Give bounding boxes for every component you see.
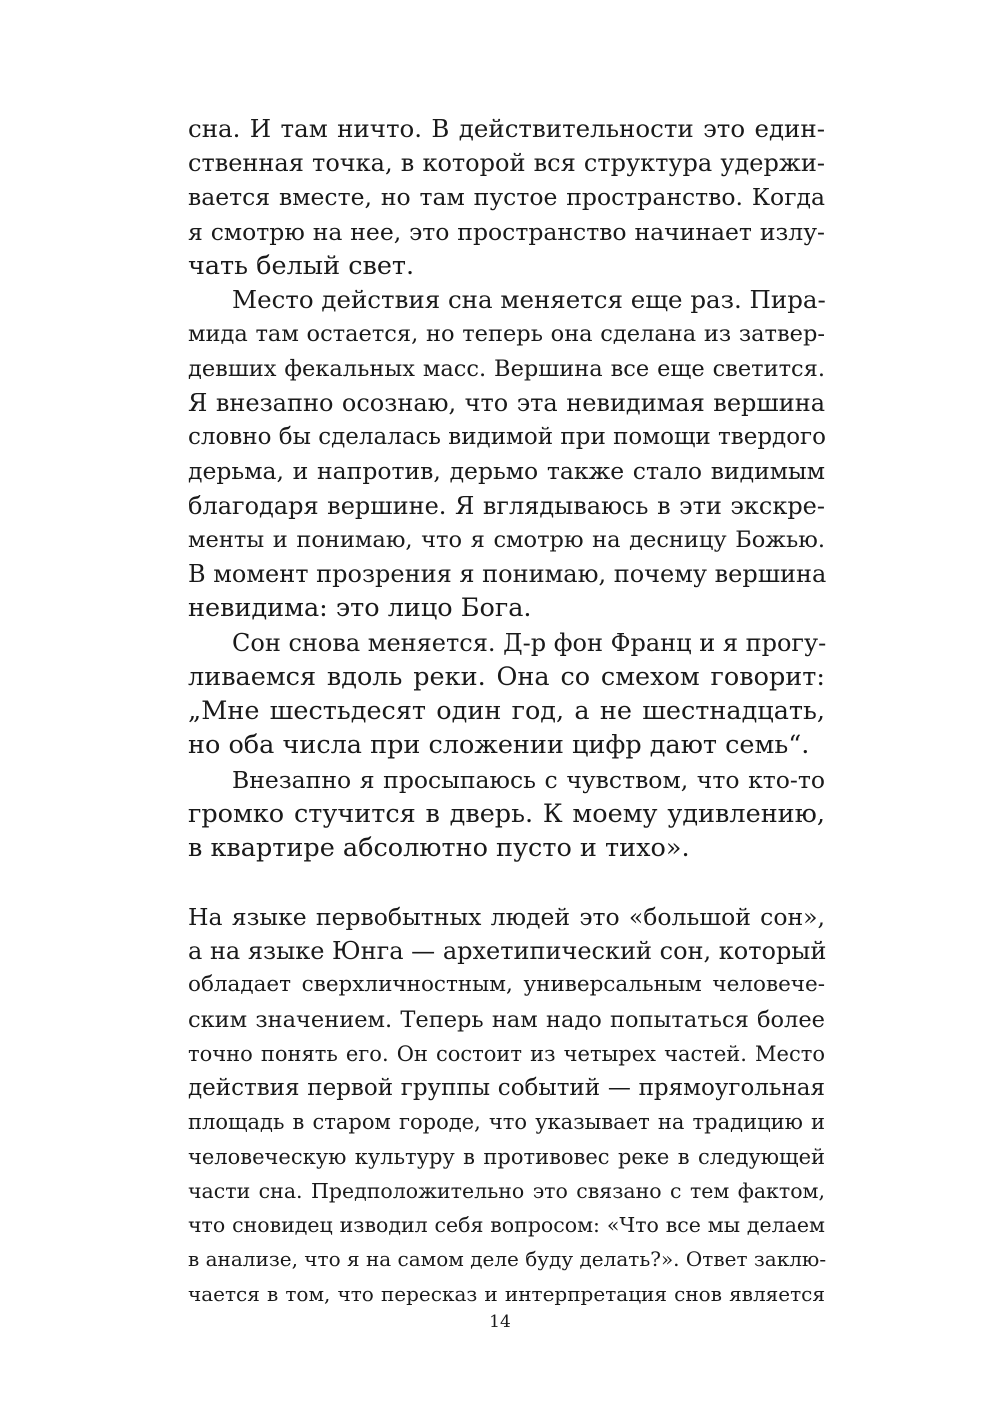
text-line: в анализе, что я на самом деле буду делать?». Ответ заклю- bbox=[188, 1247, 827, 1271]
text-line: громко стучится в дверь. К моему удивлению, bbox=[188, 799, 825, 829]
text-line: дерьма, и напротив, дерьмо также стало видимым bbox=[188, 457, 825, 485]
text-line: девших фекальных масс. Вершина все еще светится. bbox=[188, 356, 825, 382]
text-line: Место действия сна меняется еще раз. Пира- bbox=[232, 285, 826, 314]
text-line: Сон снова меняется. Д-р фон Франц и я прогу- bbox=[232, 629, 827, 657]
text-line: словно бы сделалась видимой при помощи твердого bbox=[188, 424, 826, 450]
text-line: я смотрю на нее, это пространство начинает излу- bbox=[188, 218, 825, 246]
text-line: части сна. Предположительно это связано с тем фактом, bbox=[188, 1179, 825, 1203]
text-line: в квартире абсолютно пусто и тихо». bbox=[188, 833, 690, 863]
text-line: „Мне шестьдесят один год, а не шестнадцать, bbox=[188, 696, 825, 726]
text-line: ливаемся вдоль реки. Она со смехом говорит: bbox=[188, 662, 825, 692]
text-line: но оба числа при сложении цифр дают семь“. bbox=[188, 730, 810, 760]
text-line: В момент прозрения я понимаю, почему вершина bbox=[188, 560, 827, 588]
page-number: 14 bbox=[489, 1312, 511, 1332]
text-line: действия первой группы событий — прямоугольная bbox=[188, 1075, 825, 1101]
text-line: невидима: это лицо Бога. bbox=[188, 593, 532, 623]
text-line: ственная точка, в которой вся структура удержи- bbox=[188, 149, 825, 177]
text-line: обладает сверхличностным, универсальным человече- bbox=[188, 972, 825, 997]
text-line: благодаря вершине. Я вглядываюсь в эти экскре- bbox=[188, 492, 825, 520]
text-line: а на языке Юнга — архетипический сон, который bbox=[188, 937, 827, 965]
text-line: мида там остается, но теперь она сделана из затвер- bbox=[188, 321, 825, 347]
text-line: точно понять его. Он состоит из четырех частей. Место bbox=[188, 1042, 825, 1066]
text-line: сна. И там ничто. В действительности это един- bbox=[188, 114, 825, 143]
text-line: ским значением. Теперь нам надо попытаться более bbox=[188, 1007, 825, 1033]
text-line: что сновидец изводил себя вопросом: «Что все мы делаем bbox=[188, 1213, 825, 1237]
text-line: человеческую культуру в противовес реке в следующей bbox=[188, 1145, 825, 1169]
text-line: На языке первобытных людей это «большой сон», bbox=[188, 903, 825, 931]
text-line: Внезапно я просыпаюсь с чувством, что кто-то bbox=[232, 766, 825, 794]
text-line: чается в том, что пересказ и интерпретация снов является bbox=[188, 1282, 825, 1306]
text-line: менты и понимаю, что я смотрю на десницу Божью. bbox=[188, 527, 825, 553]
text-line: вается вместе, но там пустое пространство. Когда bbox=[188, 183, 825, 211]
text-line: площадь в старом городе, что указывает на традицию и bbox=[188, 1110, 825, 1134]
text-line: Я внезапно осознаю, что эта невидимая вершина bbox=[188, 389, 825, 417]
text-line: чать белый свет. bbox=[188, 251, 415, 281]
